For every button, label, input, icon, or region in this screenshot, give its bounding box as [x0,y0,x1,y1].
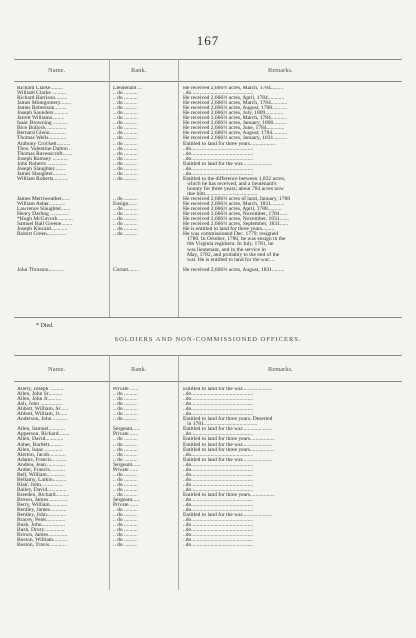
name-cell: John Thruston........... [17,266,64,273]
name-cell: Andrea, Jean.............. [17,461,65,468]
remarks-cell: ..do............................................. [183,517,254,524]
name-cell: Allery, Joseph .......... [17,387,64,392]
rank-cell: .. do .......... [113,476,138,483]
name-cell: Bush, Drury............... [17,527,65,534]
remarks-cell: ..do............................................. [183,155,254,162]
table1-top-rule [14,59,402,60]
name-cell: Allen, John Sr.......... [17,391,63,398]
remarks-cell: ..do............................................. [183,481,254,488]
table2-rank-column [113,387,175,589]
rank-cell: .. do .......... [113,396,138,403]
name-cell: Bice Bullock .............. [17,125,67,132]
rank-cell: .. do .......... [113,542,138,549]
name-cell: James Slaughter.......... [17,170,67,177]
remarks-cell: ..do............................................. [183,542,254,549]
name-cell: Alerton, Jacob............ [17,451,66,458]
remarks-cell: He received 2,666⅔ acres, April, 1784............ [183,95,285,102]
remarks-cell: ..do............................................. [183,406,254,413]
rank-cell: Lieutenant ... [113,86,143,91]
remarks-cell: He received 2,666⅔ acres, November, 1831....... [183,216,290,223]
remarks-cell: ..do............................................. [183,431,254,438]
name-cell: Lawrence Slaughter....... [17,206,71,213]
remarks-cell: ..do............................................. [183,150,254,157]
name-cell: Bell, William.............. [17,471,66,478]
rank-cell: Cornet........ [113,266,139,273]
name-cell: James Montgomery........ [17,100,72,107]
name-cell: James Merriweather...... [17,196,70,203]
rank-cell: .. do .......... [113,165,138,172]
remarks-cell: Entitled to land for three years................... [183,140,277,147]
table2-header-remarks: Remarks. [268,366,293,373]
rank-cell: Private ...... [113,466,139,473]
remarks-cell: He received 2,666⅔ acres, January, 1806.......... [183,120,287,127]
rank-cell: .. do .......... [113,221,138,228]
name-cell: James Robertson......... [17,105,67,112]
rank-cell: .. do .......... [113,522,138,529]
rank-cell: .. do .......... [113,537,138,544]
rank-cell: .. do .......... [113,406,138,413]
table2-remarks-column [183,387,401,589]
rank-cell: .. do .......... [113,441,138,448]
rank-cell: .. do .......... [113,391,138,398]
remarks-cell: ..do............................................. [183,471,254,478]
table1-name-column [17,86,105,316]
remarks-cell: ..do............................................. [183,90,254,97]
name-cell: Bush, John................. [17,522,65,529]
name-cell: Blair, John................ [17,481,63,488]
name-cell: Jarrett Williams......... [17,115,65,122]
name-cell: Thos. Valentine Dalton .. [17,145,72,152]
rank-cell: .. do .......... [113,481,138,488]
name-cell: Thomas Wells............. [17,135,67,142]
remarks-cell: ..do............................................. [183,497,254,504]
rank-cell: .. do .......... [113,160,138,167]
remarks-cell: bounty for three years; about 784 acres now [183,185,284,192]
remarks-cell: ..do............................................. [183,396,254,403]
rank-cell: Sergeant...... [113,461,141,468]
name-cell: Brown, James.............. [17,497,68,504]
rank-cell: .. do .......... [113,527,138,534]
name-cell: Boston, Travis............. [17,542,67,549]
rank-cell: .. do .......... [113,120,138,127]
name-cell: Brown, James.............. [17,532,68,539]
remarks-cell: ..do............................................. [183,165,254,172]
name-cell: Robert Green.............. [17,231,67,238]
rank-cell: .. do .......... [113,135,138,142]
rank-cell: Private ...... [113,502,139,509]
remarks-cell: Entitled to land for the war...................... [183,441,273,448]
footnote: * Died. [36,323,54,329]
table2-header-name: Name. [48,366,66,373]
remarks-cell: Entitled to the difference between 1,832 acres, [183,175,286,182]
name-cell: Joseph Ramsey ........... [17,155,68,162]
remarks-cell: Entitled to land for the war...................... [183,456,273,463]
rank-cell: .. do .......... [113,130,138,137]
rank-cell: .. do .......... [113,100,138,107]
table1-header-name: Name. [48,67,66,74]
name-cell: Bracey, Peter.............. [17,517,66,524]
name-cell: Anderson, John ........... [17,416,69,423]
remarks-cell: May, 1782, and probably to the end of the [183,251,280,258]
table2-top-rule [14,355,402,356]
name-cell: Bailey, David.............. [17,486,67,493]
rank-cell: .. do .......... [113,446,138,453]
rank-cell: .. do .......... [113,532,138,539]
name-cell: Anthony Crockett.......... [17,140,71,147]
name-cell: Breeden, Richard.......... [17,491,70,498]
rank-cell: .. do .......... [113,507,138,514]
rank-cell: .. do .......... [113,206,138,213]
table1-header-rank: Rank. [131,67,147,74]
rank-cell: .. do .......... [113,150,138,157]
table1-divider-2 [178,59,179,317]
remarks-cell: He received 2,666⅔ acres, August, 1788........... [183,105,288,112]
rank-cell: .. do .......... [113,110,138,117]
remarks-cell: Entitled to land for three years.................. [183,491,275,498]
remarks-cell: He received 2,666⅔ acres, June, 1784............. [183,125,285,132]
name-cell: Bentley, James............ [17,507,67,514]
rank-cell: .. do .......... [113,471,138,478]
rank-cell: .. do .......... [113,486,138,493]
rank-cell: Private ...... [113,387,139,392]
name-cell: John Roberts .............. [17,160,67,167]
rank-cell: .. do .......... [113,196,138,203]
remarks-cell: ..do............................................. [183,401,254,408]
rank-cell: Sergeant...... [113,497,141,504]
rank-cell: Private ...... [113,431,139,438]
remarks-cell: war. He is entitled to land for the war.... [183,256,275,263]
rank-cell: .. do .......... [113,512,138,519]
name-cell: Allen, John Jr.......... [17,396,62,403]
remarks-cell: ..do............................................. [183,502,254,509]
remarks-cell: due him...................................... [183,190,258,197]
name-cell: Thomas Ravenscroft....... [17,150,73,157]
table2-divider-2 [178,355,179,590]
rank-cell: Ensign....... [113,201,138,208]
name-cell: Adams, Francis........... [17,456,67,463]
name-cell: Joseph Saunders .......... [17,110,69,117]
name-cell: Abbott, William, Sr...... [17,406,69,413]
remarks-cell: He received 2,666⅔ acres, March, 1784............ [183,100,288,107]
name-cell: Boston, William........... [17,537,69,544]
rank-cell: .. do .......... [113,175,138,182]
rank-cell: .. do .......... [113,436,138,443]
remarks-cell: Entitled to land for three years.................. [183,446,275,453]
remarks-cell: ..do............................................. [183,451,254,458]
name-cell: Joseph Slaughter........ [17,165,66,172]
remarks-cell: He is entitled to land for three years......... [183,226,275,233]
rank-cell: .. do .......... [113,170,138,177]
rank-cell: .. do .......... [113,517,138,524]
remarks-cell: He was commissioned Dec. 1779; resigned [183,231,279,238]
remarks-cell: ..do............................................. [183,507,254,514]
remarks-cell: 6th Virginia regiment. In July, 1781, he [183,241,274,248]
table1-rank-column [113,86,175,316]
name-cell: Ash, John ................ [17,401,63,408]
remarks-cell: Entitled to land for the war...................... [183,387,273,392]
name-cell: Isaac Browning ........... [17,120,69,127]
remarks-cell: ..do............................................. [183,486,254,493]
remarks-cell: He received 2,666⅔ acres, March, 1784......... [183,86,284,91]
remarks-cell: He received 2,666⅔ acres, August, 1831......... [183,266,285,273]
name-cell: Henry Darling ............. [17,211,69,218]
name-cell: William Clarke .......... [17,90,66,97]
remarks-cell: ..do............................................. [183,476,254,483]
remarks-cell: He received 2,666⅔ acres, March, 1831.......... [183,201,285,208]
remarks-cell: Entitled to land for the war...................... [183,160,273,167]
rank-cell: .. do .......... [113,125,138,132]
rank-cell: .. do .......... [113,95,138,102]
remarks-cell: He received 2,666⅔ acres, March, 1784............ [183,115,288,122]
remarks-cell: He received 2,666⅔ acres of land, January, 1788 [183,196,291,203]
rank-cell: .. do .......... [113,491,138,498]
rank-cell: .. do .......... [113,226,138,233]
table2-header-rule [14,381,402,382]
remarks-cell: 1780. In October, 1780, he was ensign in the [183,236,286,243]
rank-cell: Sergeant...... [113,426,141,433]
name-cell: Bernard Glenn............ [17,130,67,137]
name-cell: Berry, William............. [17,502,68,509]
remarks-cell: He received 2,666⅔ acres, April, 1788.......... [183,206,282,213]
remarks-cell: ..do............................................. [183,170,254,177]
remarks-cell: Entitled to land for three years.................. [183,436,275,443]
rank-cell: .. do .......... [113,231,138,238]
remarks-cell: ..do............................................. [183,522,254,529]
name-cell: Bellamy, Larkin.......... [17,476,67,483]
remarks-cell: in 1781....................................... [183,421,258,428]
name-cell: William Roberts........... [17,175,69,182]
rank-cell: .. do .......... [113,401,138,408]
remarks-cell: ..do............................................. [183,527,254,534]
name-cell: Richard Clarke......... [17,86,63,91]
page-number: 167 [196,33,220,48]
name-cell: Richard Harrison......... [17,95,68,102]
table2-header-rank: Rank. [131,366,147,373]
rank-cell: .. do .......... [113,145,138,152]
remarks-cell: Entitled to land for the war...................... [183,426,273,433]
table1-remarks-column [183,86,401,316]
name-cell: Asher, Bartlett.......... [17,441,63,448]
name-cell: Allen, David............. [17,436,64,443]
name-cell: Antler, Francis........... [17,466,65,473]
name-cell: Bentley, John.............. [17,512,67,519]
remarks-cell: He received 2,666⅔ acres, November, 1784...... [183,211,288,218]
name-cell: William Asher............ [17,201,66,208]
table1-bottom-rule [14,317,402,318]
section-title: SOLDIERS AND NON-COMMISSIONED OFFICERS. [114,336,302,343]
rank-cell: .. do .......... [113,416,138,423]
name-cell: *Hugh McGavock .......... [17,216,73,223]
name-cell: Apperson, Richard........ [17,431,70,438]
remarks-cell: He received 2,666⅔ acres, August, 1784........... [183,130,288,137]
remarks-cell: ..do............................................. [183,532,254,539]
rank-cell: .. do .......... [113,155,138,162]
remarks-cell: Entitled to land for the war...................... [183,512,273,519]
rank-cell: .. do .......... [113,216,138,223]
remarks-cell: He received 2,666⅔ acres, January, 1831.......... [183,135,287,142]
rank-cell: .. do .......... [113,456,138,463]
rank-cell: .. do .......... [113,90,138,97]
table2-divider-1 [109,355,110,590]
table2-name-column [17,387,105,589]
name-cell: Samuel Ball Greene........ [17,221,73,228]
table1-header-remarks: Remarks. [268,67,293,74]
remarks-cell: ..do............................................. [183,411,254,418]
remarks-cell: He received 2,666⅔ acres, July, 1809............. [183,110,284,117]
remarks-cell: was lieutenant, and in the service in [183,246,266,253]
remarks-cell: ..do............................................. [183,466,254,473]
rank-cell: .. do .......... [113,115,138,122]
remarks-cell: ..do............................................. [183,461,254,468]
name-cell: Allen, Isaac.............. [17,446,63,453]
rank-cell: .. do .......... [113,211,138,218]
name-cell: Allen, Samuel............ [17,426,65,433]
remarks-cell: ..do............................................. [183,145,254,152]
rank-cell: .. do .......... [113,411,138,418]
name-cell: Joseph Kincaid............ [17,226,68,233]
rank-cell: .. do .......... [113,140,138,147]
remarks-cell: ..do............................................. [183,391,254,398]
rank-cell: .. do .......... [113,105,138,112]
remarks-cell: which he has received, and a lieutenant's [183,180,277,187]
remarks-cell: Entitled to land for three years. Deserted [183,416,273,423]
remarks-cell: He received 2,666⅔ acres, September, 1831...... [183,221,289,228]
rank-cell: .. do .......... [113,451,138,458]
table1-divider-1 [109,59,110,317]
table1-header-rule [14,81,402,82]
name-cell: Abbott, William, Jr...... [17,411,68,418]
remarks-cell: ..do............................................. [183,537,254,544]
